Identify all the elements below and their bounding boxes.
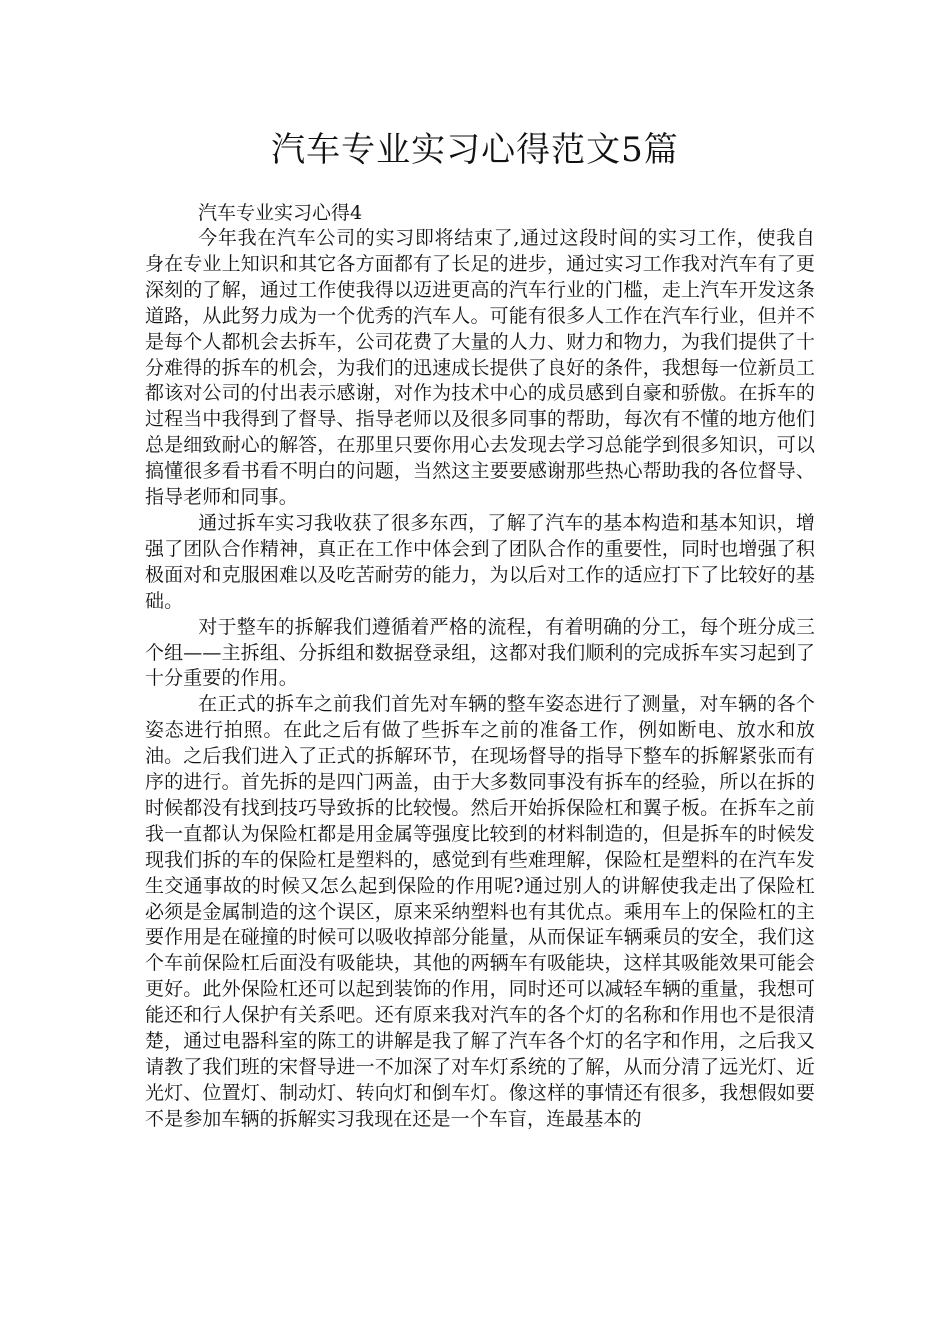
- section-heading: 汽车专业实习心得4: [198, 202, 363, 224]
- document-title: 汽车专业实习心得范文5篇: [271, 130, 679, 170]
- paragraph: 在正式的拆车之前我们首先对车辆的整车姿态进行了测量，对车辆的各个姿态进行拍照。在此之后有做了些拆车之前的准备工作，例如断电、放水和放油。之后我们进入了正式的拆解环节，在现场督导的指导下整车的拆解紧张而有序的进行。首先拆的是四门两盖，由于大多数同事没有拆车的经验，所以在拆的时候都没有找到技巧导致拆的比较慢。然后开始拆保险杠和翼子板。在拆车之前我一直都认为保险杠都是用金属等强度比较到的材料制造的，但是拆车的时候发现我们拆的车的保险杠是塑料的，感觉到有些难理解，保险杠是塑料的在汽车发生交通事故的时候又怎么起到保险的作用呢?通过别人的讲解使我走出了保险杠必须是金属制造的这个误区，原来采纳塑料也有其优点。乘用车上的保险杠的主要作用是在碰撞的时候可以吸收掉部分能量，从而保证车辆乘员的安全，我们这个车前保险杠后面没有吸能块，其他的两辆车有吸能块，这样其吸能效果可能会更好。此外保险杠还可以起到装饰的作用，同时还可以减轻车辆的重量，我想可能还和行人保护有关系吧。还有原来我对汽车的各个灯的名称和作用也不是很清楚，通过电器科室的陈工的讲解是我了解了汽车各个灯的名字和作用，之后我又请教了我们班的宋督导进一不加深了对车灯系统的了解，从而分清了远光灯、近光灯、位置灯、制动灯、转向灯和倒车灯。像这样的事情还有很多，我想假如要不是参加车辆的拆解实习我现在还是一个车盲，连最基本的: [145, 693, 815, 1130]
- document-body: [145, 226, 815, 1133]
- paragraph: 今年我在汽车公司的实习即将结束了,通过这段时间的实习工作，使我自身在专业上知识和其它各方面都有了长足的进步，通过实习工作我对汽车有了更深刻的了解，通过工作使我得以迈进更高的汽车行业的门槛，走上汽车开发这条道路，从此努力成为一个优秀的汽车人。可能有很多人工作在汽车行业，但并不是每个人都机会去拆车，公司花费了大量的人力、财力和物力，为我们提供了十分难得的拆车的机会，为我们的迅速成长提供了良好的条件，我想每一位新员工都该对公司的付出表示感谢，对作为技术中心的成员感到自豪和骄傲。在拆车的过程当中我得到了督导、指导老师以及很多同事的帮助，每次有不懂的地方他们总是细致耐心的解答，在那里只要你用心去发现去学习总能学到很多知识，可以搞懂很多看书看不明白的问题，当然这主要要感谢那些热心帮助我的各位督导、指导老师和同事。: [145, 227, 815, 509]
- paragraph: 通过拆车实习我收获了很多东西，了解了汽车的基本构造和基本知识，增强了团队合作精神，真正在工作中体会到了团队合作的重要性，同时也增强了积极面对和克服困难以及吃苦耐劳的能力，为以后对工作的适应打下了比较好的基础。: [145, 511, 815, 612]
- paragraph: 对于整车的拆解我们遵循着严格的流程，有着明确的分工，每个班分成三个组——主拆组、分拆组和数据登录组，这都对我们顺利的完成拆车实习起到了十分重要的作用。: [145, 615, 815, 690]
